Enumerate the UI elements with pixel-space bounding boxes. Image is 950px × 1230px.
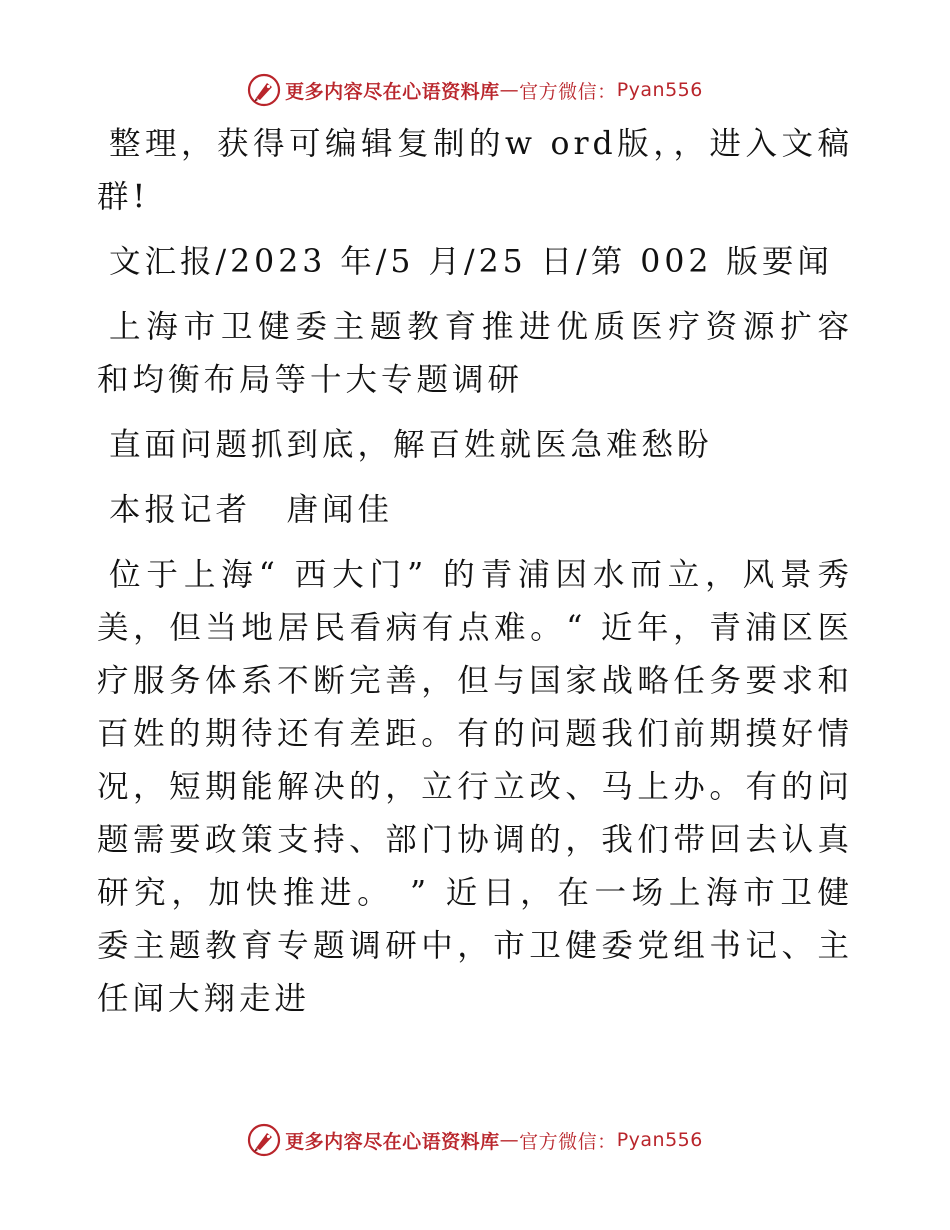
article-byline: 本报记者 唐闻佳 — [109, 492, 394, 528]
article-subheadline: 直面问题抓到底，解百姓就医急难愁盼 — [109, 427, 713, 463]
article-headline: 上海市卫健委主题教育推进优质医疗资源扩容和均衡布局等十大专题调研 — [97, 309, 853, 398]
watermark-channel-text: 官方微信： — [519, 80, 617, 103]
watermark-dash: — — [499, 79, 520, 101]
watermark-site-text: 更多内容尽在心语资料库 — [285, 80, 500, 103]
watermark-wechat-id: Pyan556 — [616, 1129, 703, 1151]
watermark-wechat-id: Pyan556 — [616, 79, 703, 101]
source-line: 文汇报/2023 年/5 月/25 日/第 002 版要闻 — [109, 244, 833, 280]
header-watermark-banner — [0, 70, 950, 110]
document-content — [97, 118, 853, 1026]
watermark-site-text: 更多内容尽在心语资料库 — [285, 1130, 500, 1153]
footer-watermark-banner — [0, 1120, 950, 1160]
pen-nib-logo-icon — [247, 73, 281, 107]
article-body-paragraph: 位于上海“ 西大门” 的青浦因水而立，风景秀美，但当地居民看病有点难。“ 近年，青浦区医疗服务体系不断完善，但与国家战略任务要求和百姓的期待还有差距。有的问题我们前期摸好情况，短期能解决的，立行立改、马上办。有的问题需要政策支持、部门协调的，我们带回去认真研究，加快推进。 ” 近日，在一场上海市卫健委主题教育专题调研中，市卫健委党组书记、主任闻大翔走进 — [97, 557, 853, 1017]
pen-nib-logo-icon — [247, 1123, 281, 1157]
watermark-dash: — — [499, 1129, 520, 1151]
watermark-channel-text: 官方微信： — [519, 1130, 617, 1153]
intro-paragraph: 整理，获得可编辑复制的w ord版，，进入文稿群! — [97, 126, 853, 215]
